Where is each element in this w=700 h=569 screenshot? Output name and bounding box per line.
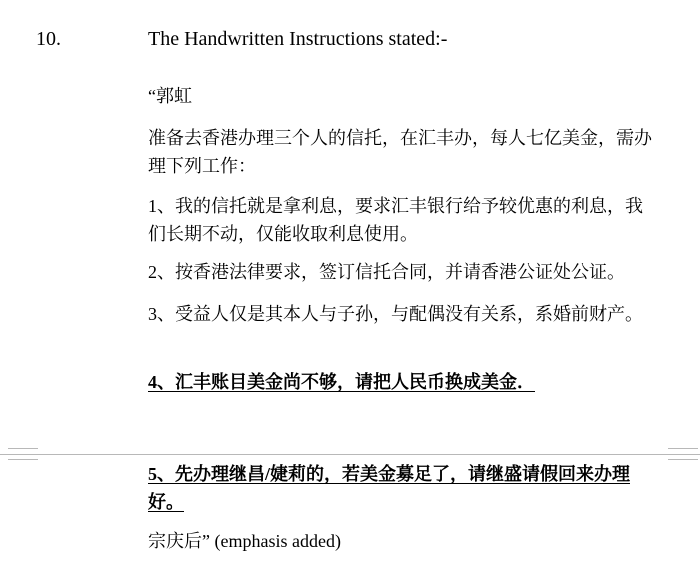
quote-closing: 宗庆后” (emphasis added) (148, 531, 341, 551)
quote-item-1: 1、我的信托就是拿利息，要求汇丰银行给予较优惠的利息，我们长期不动，仅能收取利息使用。 (148, 196, 643, 244)
page-break-line (0, 454, 700, 455)
quote-salutation: “郭虹 (148, 86, 192, 106)
quote-item-4-wrapper (148, 368, 653, 396)
page-break-left-marker-icon (8, 448, 38, 460)
quote-item-4: 4、汇丰账目美金尚不够，请把人民币换成美金． (148, 372, 535, 392)
quote-item-2: 2、按香港法律要求，签订信托合同，并请香港公证处公证。 (148, 262, 625, 282)
paragraph-number: 10. (36, 28, 61, 50)
quote-intro: 准备去香港办理三个人的信托，在汇丰办，每人七亿美金，需办理下列工作： (148, 128, 652, 176)
quote-item-5: 5、先办理继昌/婕莉的，若美金募足了，请继盛请假回来办理好。 (148, 464, 630, 512)
quote-item-3: 3、受益人仅是其本人与子孙，与配偶没有关系，系婚前财产。 (148, 304, 643, 324)
paragraph-heading: The Handwritten Instructions stated:- (148, 28, 448, 50)
page-break-right-marker-icon (668, 448, 698, 460)
quote-item-5-wrapper (148, 460, 653, 516)
